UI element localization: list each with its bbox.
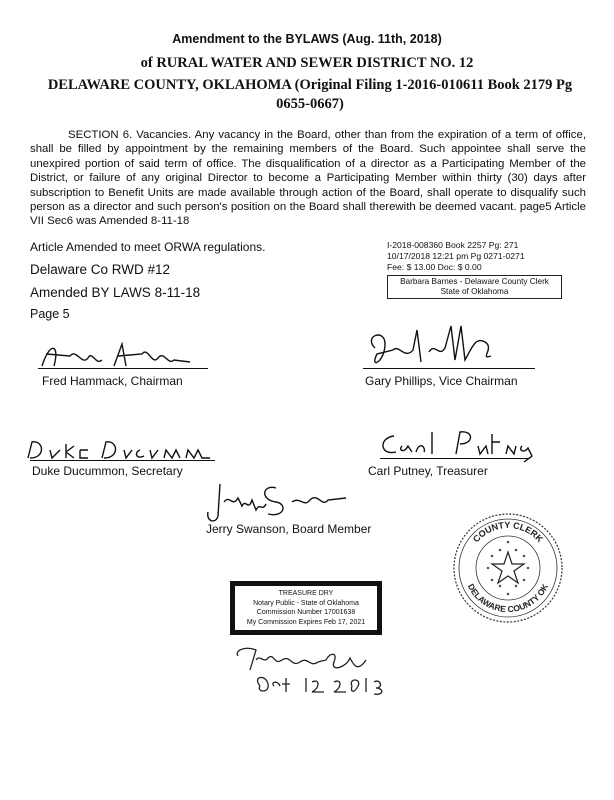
signature-block-chairman bbox=[30, 336, 240, 396]
signer-name-board-member: Jerry Swanson, Board Member bbox=[206, 522, 372, 536]
notary-commission: Commission Number 17001638 bbox=[256, 609, 356, 616]
signer-name-vice-chairman: Gary Phillips, Vice Chairman bbox=[365, 374, 518, 388]
clerk-box bbox=[387, 275, 562, 299]
notary-title: Notary Public - State of Oklahoma bbox=[253, 599, 359, 607]
signature-block-treasurer bbox=[368, 426, 544, 486]
district-label: Delaware Co RWD #12 bbox=[30, 262, 171, 277]
county-clerk-seal bbox=[452, 512, 564, 624]
signature-line bbox=[363, 368, 535, 369]
notary-name: TREASURE DRY bbox=[278, 590, 334, 597]
district-title: of RURAL WATER AND SEWER DISTRICT NO. 12 bbox=[140, 55, 474, 71]
signature-scribble-chairman bbox=[30, 336, 220, 376]
amendment-note: Article Amended to meet ORWA regulations. bbox=[30, 240, 266, 254]
section-6-text: SECTION 6. Vacancies. Any vacancy in the Board, other than from the expiration of a term of office, shall be filled by appointment by the remaining members of the Board. Such appointee shall serve the unexpired portion of said term of office. The disqualification of a director as a Participating Member of the District, or failure of any original Director to become a Participating Member within thirty (30) days after subscription to Benefit Units are made available through action of the Board, shall operate to disqualify such person as a director and such person's position on the Board shall therewith be deemed vacant. page5 Article VII Sec6 was Amended 8-11-18 bbox=[30, 129, 586, 228]
signature-line bbox=[38, 368, 208, 369]
signature-block-vice-chairman bbox=[355, 322, 555, 394]
notary-stamp bbox=[230, 581, 382, 635]
clerk-name: Barbara Barnes - Delaware County Clerk bbox=[400, 277, 549, 286]
signature-scribble-board-member bbox=[196, 478, 366, 528]
signature-line bbox=[380, 458, 530, 459]
document-title: Amendment to the BYLAWS (Aug. 11th, 2018) bbox=[172, 32, 442, 46]
notary-handwriting bbox=[230, 642, 390, 698]
seal-top-text: COUNTY CLERK bbox=[470, 519, 546, 545]
signer-name-treasurer: Carl Putney, Treasurer bbox=[368, 464, 488, 478]
svg-text:DELAWARE COUNTY OK bbox=[466, 581, 551, 614]
signer-name-chairman: Fred Hammack, Chairman bbox=[42, 374, 183, 388]
page-number: Page 5 bbox=[30, 307, 70, 321]
recording-stamp bbox=[387, 240, 562, 299]
signature-scribble-vice-chairman bbox=[355, 322, 535, 372]
clerk-state: State of Oklahoma bbox=[440, 287, 509, 296]
notary-expiration: My Commission Expires Feb 17, 2021 bbox=[246, 618, 366, 626]
recording-line-3: Fee: $ 13.00 Doc: $ 0.00 bbox=[387, 262, 482, 272]
signer-name-secretary: Duke Ducummon, Secretary bbox=[32, 464, 183, 478]
recording-line-2: 10/17/2018 12:21 pm Pg 0271-0271 bbox=[387, 251, 525, 261]
bylaws-label: Amended BY LAWS 8-11-18 bbox=[30, 285, 201, 300]
seal-bottom-text: DELAWARE COUNTY OK bbox=[465, 582, 551, 615]
signature-line bbox=[30, 460, 215, 461]
recording-line-1: I-2018-008360 Book 2257 Pg: 271 bbox=[387, 240, 519, 250]
county-filing-title: DELAWARE COUNTY, OKLAHOMA (Original Filing 1-2016-010611 Book 2179 Pg 0655-0667) bbox=[47, 77, 573, 112]
signature-scribble-secretary bbox=[20, 436, 220, 466]
signature-block-board-member bbox=[196, 478, 396, 538]
